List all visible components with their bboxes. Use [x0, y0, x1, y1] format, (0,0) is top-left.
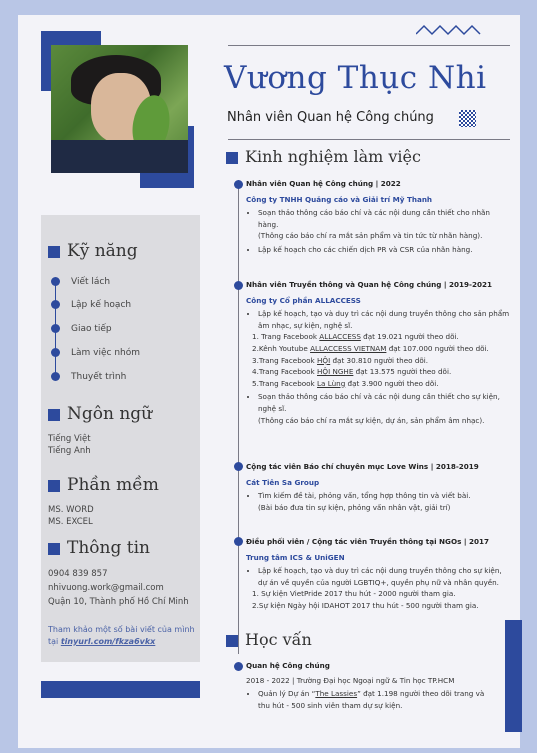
dot-icon	[51, 300, 60, 309]
right-accent-bar	[505, 620, 522, 732]
square-icon	[226, 152, 238, 164]
zigzag-decoration	[416, 24, 484, 36]
job-note: (Bài báo đưa tin sự kiện, phỏng vấn nhân vật, giải trí)	[258, 502, 451, 512]
job-role: Nhân viên Truyền thông và Quan hệ Công chúng | 2019-2021	[246, 280, 493, 289]
job-role: Nhân viên Quan hệ Công chúng | 2022	[246, 179, 401, 188]
candidate-name: Vương Thục Nhi	[224, 60, 487, 96]
job-role: Cộng tác viên Báo chí chuyên mục Love Wins | 2018-2019	[246, 462, 479, 471]
job-metric: 4.Trang Facebook HỘI NGHE đạt 13.575 người theo dõi.	[252, 367, 452, 377]
square-icon	[48, 409, 60, 421]
languages-heading: Ngôn ngữ	[48, 404, 152, 424]
job-bullet: • Lập kế hoạch cho các chiến dịch PR và CSR của nhãn hàng.	[258, 244, 511, 256]
timeline-dot	[234, 662, 243, 671]
education-major: Quan hệ Công chúng	[246, 661, 330, 670]
education-school: 2018 - 2022 | Trường Đại học Ngoại ngữ & Tin học TP.HCM	[246, 675, 455, 685]
divider	[228, 45, 510, 46]
skills-heading: Kỹ năng	[48, 241, 138, 261]
job-company: Công ty TNHH Quảng cáo và Giải trí Mỹ Thanh	[246, 194, 433, 204]
job-company: Trung tâm ICS & UniGEN	[246, 552, 345, 562]
timeline-dot	[234, 462, 243, 471]
job-bullet: • Soạn thảo thông cáo báo chí và các nội dung cần thiết cho sự kiện, nghệ sĩ.	[258, 391, 511, 414]
job-entry	[246, 279, 511, 426]
email[interactable]: nhivuong.work@gmail.com	[48, 583, 164, 593]
skill-item: Giao tiếp	[51, 324, 112, 334]
timeline-dot	[234, 180, 243, 189]
portfolio-link[interactable]: tinyurl.com/fkza6vkx	[60, 637, 156, 646]
language-item: Tiếng Việt	[48, 434, 91, 444]
divider	[228, 139, 510, 140]
job-company: Công ty Cổ phần ALLACCESS	[246, 295, 361, 305]
job-metric: 5.Trang Facebook La Lùng đạt 3.900 người theo dõi.	[252, 378, 439, 388]
software-item: MS. WORD	[48, 505, 94, 515]
education-entry	[246, 660, 496, 711]
job-role: Điều phối viên / Cộng tác viên Truyền thông tại NGOs | 2017	[246, 537, 489, 546]
job-metric: 3.Trang Facebook HỘI đạt 30.810 người theo dõi.	[252, 355, 429, 365]
skill-item: Lập kế hoạch	[51, 300, 131, 310]
timeline-dot	[234, 281, 243, 290]
timeline-dot	[234, 537, 243, 546]
square-icon	[48, 480, 60, 492]
job-metric: 2.Kênh Youtube ALLACCESS VIETNAM đạt 107.000 người theo dõi.	[252, 343, 489, 353]
square-icon	[226, 635, 238, 647]
job-bullet: • Lập kế hoạch, tạo và duy trì các nội dung truyền thông cho sản phẩm âm nhạc, sự kiện, nghệ sĩ.	[258, 308, 511, 331]
dot-icon	[51, 372, 60, 381]
dot-icon	[51, 324, 60, 333]
education-heading: Học vấn	[226, 630, 312, 649]
contact-heading: Thông tin	[48, 538, 150, 558]
dot-icon	[51, 277, 60, 286]
sidebar-accent-bar	[41, 681, 200, 698]
experience-timeline	[238, 180, 239, 654]
job-metric: 1. Sự kiện VietPride 2017 thu hút - 2000 người tham gia.	[252, 589, 456, 599]
portfolio-note: Tham khảo một số bài viết của mình tại tinyurl.com/fkza6vkx	[48, 625, 195, 646]
job-note: (Thông cáo báo chí ra mắt sản phẩm và tin tức từ nhãn hàng).	[258, 231, 483, 241]
job-entry	[246, 461, 511, 513]
skill-item: Thuyết trình	[51, 372, 126, 382]
experience-heading: Kinh nghiệm làm việc	[226, 147, 421, 166]
job-metric: 1. Trang Facebook ALLACCESS đạt 19.021 người theo dõi.	[252, 332, 459, 342]
address: Quận 10, Thành phố Hồ Chí Minh	[48, 597, 189, 607]
language-item: Tiếng Anh	[48, 446, 91, 456]
phone: 0904 839 857	[48, 569, 108, 579]
skill-item: Làm việc nhóm	[51, 348, 140, 358]
job-bullet: • Lập kế hoạch, tạo và duy trì các nội dung truyền thông cho sự kiện, dự án về quyền của người LGBTIQ+, quyền phụ nữ và nhân quyền.	[258, 565, 511, 588]
job-metric: 2.Sự kiện Ngày hội IDAHOT 2017 thu hút - 500 người tham gia.	[252, 600, 479, 610]
checker-decoration	[459, 110, 476, 127]
education-bullet: • Quản lý Dự án “The Lassies” đạt 1.198 người theo dõi trang và thu hút - 500 sinh viên tham dự sự kiện.	[258, 688, 496, 711]
job-entry	[246, 178, 511, 256]
software-heading: Phần mềm	[48, 475, 159, 495]
job-company: Cát Tiên Sa Group	[246, 477, 320, 487]
job-bullet: • Soạn thảo thông cáo báo chí và các nội dung cần thiết cho nhãn hàng.	[258, 207, 511, 230]
job-entry	[246, 536, 511, 612]
dot-icon	[51, 348, 60, 357]
skill-item: Viết lách	[51, 277, 110, 287]
candidate-title: Nhân viên Quan hệ Công chúng	[227, 110, 434, 125]
job-note: (Thông cáo báo chí ra mắt sự kiện, dự án, sản phẩm âm nhạc).	[258, 415, 485, 425]
job-bullet: • Tìm kiếm đề tài, phỏng vấn, tổng hợp thông tin và viết bài.	[258, 490, 511, 502]
software-item: MS. EXCEL	[48, 517, 93, 527]
profile-photo	[51, 45, 188, 173]
square-icon	[48, 543, 60, 555]
square-icon	[48, 246, 60, 258]
